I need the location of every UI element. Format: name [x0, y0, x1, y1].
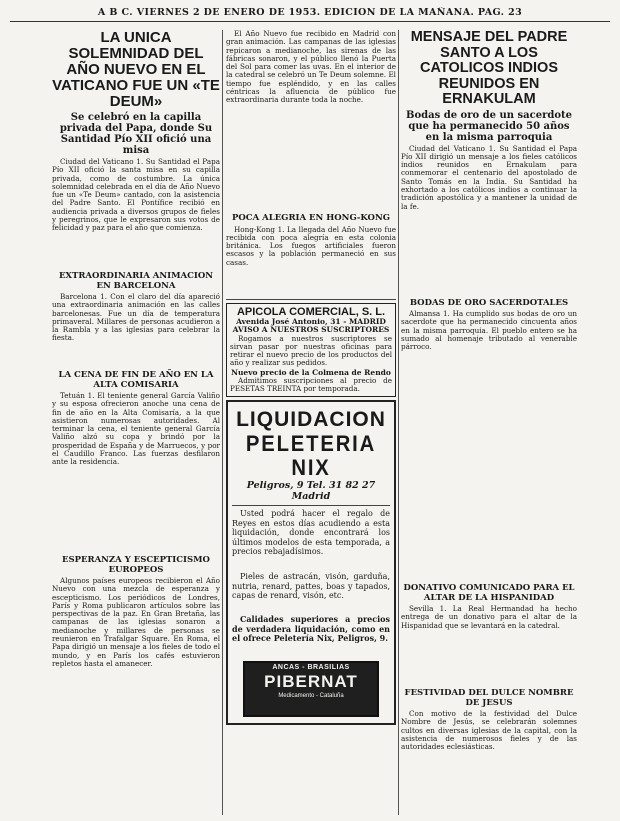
column-right [401, 30, 577, 815]
pibernat-logo [243, 661, 379, 717]
logo-top-text: ANCAS - BRASILIAS [272, 664, 350, 671]
section-heading: POCA ALEGRIA EN HONG-KONG [232, 213, 390, 223]
ad-body: Calidades superiores a precios de verdadera liquidación, como en el ofrece Peletería Nix, Peligros, 9. [232, 615, 390, 643]
article-subtitle: Bodas de oro de un sacerdote que ha permanecido 50 años en la misma parroquia [406, 109, 572, 143]
article-body: Algunos países europeos recibieron el Año Nuevo con una mezcla de esperanza y escepticismo. Los periódicos de Londres, París y Roma publicaron artículos sobre las perspectivas de la paz. En Gran Bretaña, las campanas de las iglesias sonaron a medianoche y millares de personas se reunieron en Trafalgar Square. En Roma, el Papa dirigió un mensaje a los fieles de todo el mundo, y en París los cafés estuvieron repletos hasta el amanecer. [52, 577, 220, 668]
section-heading: DONATIVO COMUNICADO PARA EL ALTAR DE LA HISPANIDAD [403, 583, 575, 603]
divider [226, 299, 396, 300]
article-body: El Año Nuevo fue recibido en Madrid con gran animación. Las campanas de las iglesias repicaron a medianoche, las sirenas de las fábricas sonaron, y el público llenó la Puerta del Sol para comer las uvas. En el interior de la catedral se celebró un Te Deum solemne. El tiempo fue espléndido, y en las calles céntricas la afluencia de público fue extraordinaria durante toda la noche. [226, 30, 396, 105]
article-body: Ciudad del Vaticano 1. Su Santidad el Papa Pío XII dirigió un mensaje a los fieles católicos indios reunidos en Ernakulam para conmemorar el centenario del apostolado de Santo Tomás en la India. Su Santidad ha exhortado a los católicos indios a continuar la tradición apostólica y a mantener la unidad de la fe. [401, 144, 577, 211]
column-middle [226, 30, 396, 815]
section-heading: FESTIVIDAD DEL DULCE NOMBRE DE JESUS [404, 688, 574, 708]
article-body: Con motivo de la festividad del Dulce Nombre de Jesús, se celebrarán solemnes cultos en diversas iglesias de la capital, con la asistencia de numerosos fieles y de las autoridades eclesiásticas. [401, 710, 577, 752]
ad-body: Usted podrá hacer el regalo de Reyes en estos días acudiendo a esta liquidación, donde encontrará los últimos modelos de esta temporada, a precios rebajadísimos. [232, 509, 390, 556]
advertisement-peleteria [226, 400, 396, 725]
article-body: Sevilla 1. La Real Hermandad ha hecho entrega de un donativo para el altar de la Hispanidad que se levantará en la catedral. [401, 605, 577, 630]
advertisement-apicola [226, 303, 396, 398]
divider [232, 505, 390, 506]
article-body: Tetuán 1. El teniente general García Valiño y su esposa ofrecieron anoche una cena de fin de año en la Alta Comisaría, a la que asistieron numerosas autoridades. Al terminar la cena, el teniente general García Valiño alzó su copa y brindó por la prosperidad de España y de Marruecos, y por el Caudillo Franco. Las fuerzas desfilaron ante la residencia. [52, 392, 220, 467]
section-heading: EXTRAORDINARIA ANIMACION EN BARCELONA [58, 271, 214, 291]
ad-body: Pieles de astracán, visón, garduña, nutria, renard, pattes, boas y tapados, capas de renard, visón, etc. [232, 572, 390, 600]
column-rule [398, 30, 399, 815]
ad-brand: PELETERIA NIX [245, 431, 377, 480]
section-heading: ESPERANZA Y ESCEPTICISMO EUROPEOS [62, 555, 210, 575]
section-heading: BODAS DE ORO SACERDOTALES [409, 297, 569, 308]
article-subtitle: Se celebró en la capilla privada del Papa, donde Su Santidad Pío XII ofició una misa [59, 112, 213, 156]
ad-footer-text: Admitimos suscripciones al precio de PESETAS TREINTA por temporada. [230, 377, 392, 394]
ad-notice: AVISO A NUESTROS SUSCRIPTORES [232, 325, 390, 334]
ad-contact: Peligros, 9 Tel. 31 82 27 Madrid [246, 480, 376, 502]
ad-address: Avenida José Antonio, 31 - MADRID [236, 316, 386, 326]
page-header: A B C. VIERNES 2 DE ENERO DE 1953. EDICION DE LA MAÑANA. PAG. 23 [10, 7, 610, 22]
ad-footer: Nuevo precio de la Colmena de Rendo [231, 367, 391, 377]
column-rule [222, 30, 223, 815]
article-title: LA UNICA SOLEMNIDAD DEL AÑO NUEVO EN EL VATICANO FUE UN «TE DEUM» [52, 30, 220, 110]
article-body: Almansa 1. Ha cumplido sus bodas de oro un sacerdote que ha permanecido cincuenta años en la misma parroquia. El pueblo entero se ha sumado al homenaje tributado al venerable párroco. [401, 310, 577, 352]
ad-text: Rogamos a nuestros suscriptores se sirvan pasar por nuestras oficinas para retirar el nuevo precio de los productos del año y realizar sus pedidos. [230, 334, 392, 368]
section-heading: LA CENA DE FIN DE AÑO EN LA ALTA COMISARIA [58, 370, 214, 390]
article-body: Hong-Kong 1. La llegada del Año Nuevo fue recibida con poca alegría en esta colonia británica. Los fuegos artificiales fueron escasos y la población permaneció en sus casas. [226, 225, 396, 267]
article-title: MENSAJE DEL PADRE SANTO A LOS CATOLICOS INDIOS REUNIDOS EN ERNAKULAM [410, 30, 568, 107]
ad-title: APICOLA COMERCIAL, S. L. [236, 305, 386, 318]
logo-sub-text: Medicamento - Cataluña [278, 693, 344, 699]
article-body: Ciudad del Vaticano 1. Su Santidad el Papa Pío XII ofició la santa misa en su capilla privada, como de costumbre. La única solemnidad celebrada en el día de Año Nuevo fue un «Te Deum» cantado, con la asistencia del Padre Santo. El Pontífice recibió en audiencia privada a diversos grupos de fieles y peregrinos, que le expresaron sus votos de felicidad y paz para el año que comienza. [52, 158, 220, 233]
ad-headline: LIQUIDACION [236, 408, 386, 431]
column-left [52, 30, 220, 815]
logo-name: PIBERNAT [264, 672, 358, 691]
article-body: Barcelona 1. Con el claro del día apareció una extraordinaria animación en las calles barcelonesas. Fue un día de temperatura primaveral. Millares de personas acudieron a la Rambla y a las iglesias para celebrar la fiesta. [52, 293, 220, 343]
